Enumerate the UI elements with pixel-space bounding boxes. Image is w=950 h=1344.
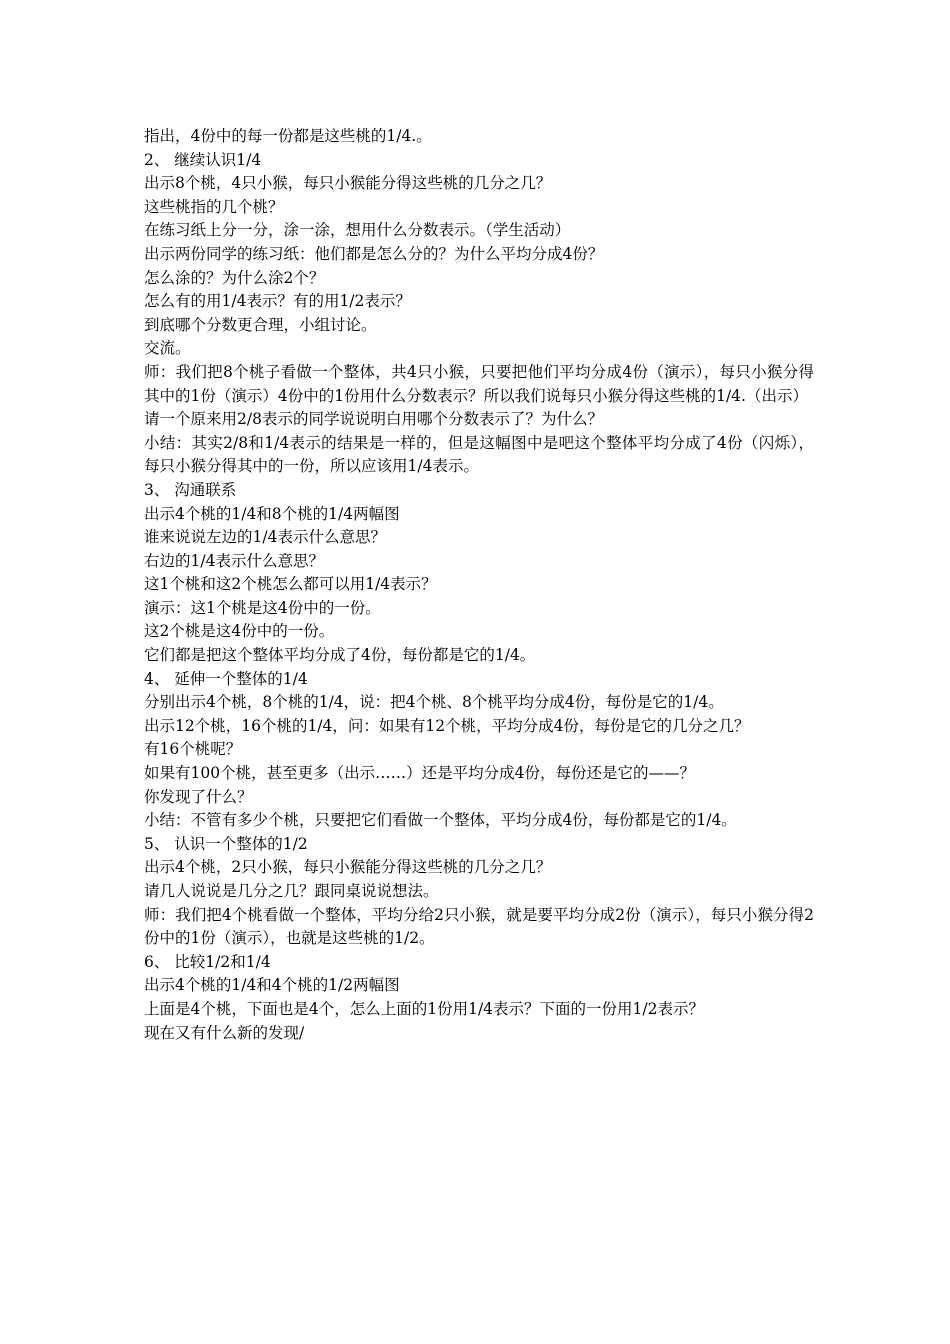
paragraph: 有16个桃呢？ bbox=[144, 740, 242, 759]
section-heading: 3、 沟通联系 bbox=[144, 480, 237, 499]
paragraph: 小结：其实2/8和1/4表示的结果是一样的，但是这幅图中是吧这个整体平均分成了4份（闪烁），每只小猴分得其中的一份，所以应该用1/4表示。 bbox=[144, 433, 814, 476]
paragraph: 右边的1/4表示什么意思？ bbox=[144, 551, 324, 570]
paragraph: 分别出示4个桃，8个桃的1/4，说：把4个桃、8个桃平均分成4份，每份是它的1/4。 bbox=[144, 693, 724, 712]
paragraph: 谁来说说左边的1/4表示什么意思？ bbox=[144, 528, 386, 547]
document-body bbox=[144, 125, 814, 1045]
paragraph: 师：我们把4个桃看做一个整体，平均分给2只小猴，就是要平均分成2份（演示），每只小猴分得2份中的1份（演示），也就是这些桃的1/2。 bbox=[144, 905, 814, 948]
paragraph: 出示8个桃，4只小猴，每只小猴能分得这些桃的几分之几？ bbox=[144, 174, 552, 193]
section-heading: 5、 认识一个整体的1/2 bbox=[144, 834, 308, 853]
paragraph: 出示4个桃，2只小猴，每只小猴能分得这些桃的几分之几？ bbox=[144, 858, 552, 877]
paragraph: 指出，4份中的每一份都是这些桃的1/4.。 bbox=[144, 127, 432, 145]
paragraph: 请一个原来用2/8表示的同学说说明白用哪个分数表示了？为什么？ bbox=[144, 410, 603, 429]
section-heading: 6、 比较1/2和1/4 bbox=[144, 952, 271, 971]
paragraph: 你发现了什么？ bbox=[144, 787, 253, 806]
paragraph: 出示4个桃的1/4和8个桃的1/4两幅图 bbox=[144, 504, 400, 523]
paragraph: 出示4个桃的1/4和4个桃的1/2两幅图 bbox=[144, 976, 400, 995]
paragraph: 在练习纸上分一分，涂一涂，想用什么分数表示。（学生活动） bbox=[144, 221, 571, 240]
paragraph: 到底哪个分数更合理，小组讨论。 bbox=[144, 315, 377, 334]
paragraph: 演示：这1个桃是这4份中的一份。 bbox=[144, 598, 381, 617]
paragraph: 小结：不管有多少个桃，只要把它们看做一个整体，平均分成4份，每份都是它的1/4。 bbox=[144, 811, 737, 830]
paragraph: 现在又有什么新的发现/ bbox=[144, 1023, 305, 1042]
paragraph: 上面是4个桃，下面也是4个，怎么上面的1份用1/4表示？下面的一份用1/2表示？ bbox=[144, 999, 704, 1018]
paragraph: 这些桃指的几个桃？ bbox=[144, 197, 284, 216]
section-heading: 2、 继续认识1/4 bbox=[144, 150, 262, 169]
paragraph: 出示12个桃，16个桃的1/4，问：如果有12个桃，平均分成4份，每份是它的几分之几？ bbox=[144, 716, 750, 735]
paragraph: 它们都是把这个整体平均分成了4份，每份都是它的1/4。 bbox=[144, 646, 536, 665]
paragraph: 怎么有的用1/4表示？有的用1/2表示？ bbox=[144, 292, 411, 311]
paragraph: 这2个桃是这4份中的一份。 bbox=[144, 622, 335, 641]
section-heading: 4、 延伸一个整体的1/4 bbox=[144, 669, 308, 688]
paragraph: 交流。 bbox=[144, 339, 191, 358]
paragraph: 请几人说说是几分之几？跟同桌说说想法。 bbox=[144, 882, 439, 900]
paragraph: 师：我们把8个桃子看做一个整体，共4只小猴，只要把他们平均分成4份（演示），每只小猴分得其中的1份（演示）4份中的1份用什么分数表示？所以我们说每只小猴分得这些桃的1/4.（出示） bbox=[144, 362, 814, 405]
paragraph: 出示两份同学的练习纸：他们都是怎么分的？为什么平均分成4份？ bbox=[144, 244, 604, 263]
paragraph: 这1个桃和这2个桃怎么都可以用1/4表示？ bbox=[144, 575, 437, 594]
paragraph: 怎么涂的？为什么涂2个？ bbox=[144, 268, 325, 287]
paragraph: 如果有100个桃，甚至更多（出示……）还是平均分成4份，每份还是它的——？ bbox=[144, 764, 695, 783]
